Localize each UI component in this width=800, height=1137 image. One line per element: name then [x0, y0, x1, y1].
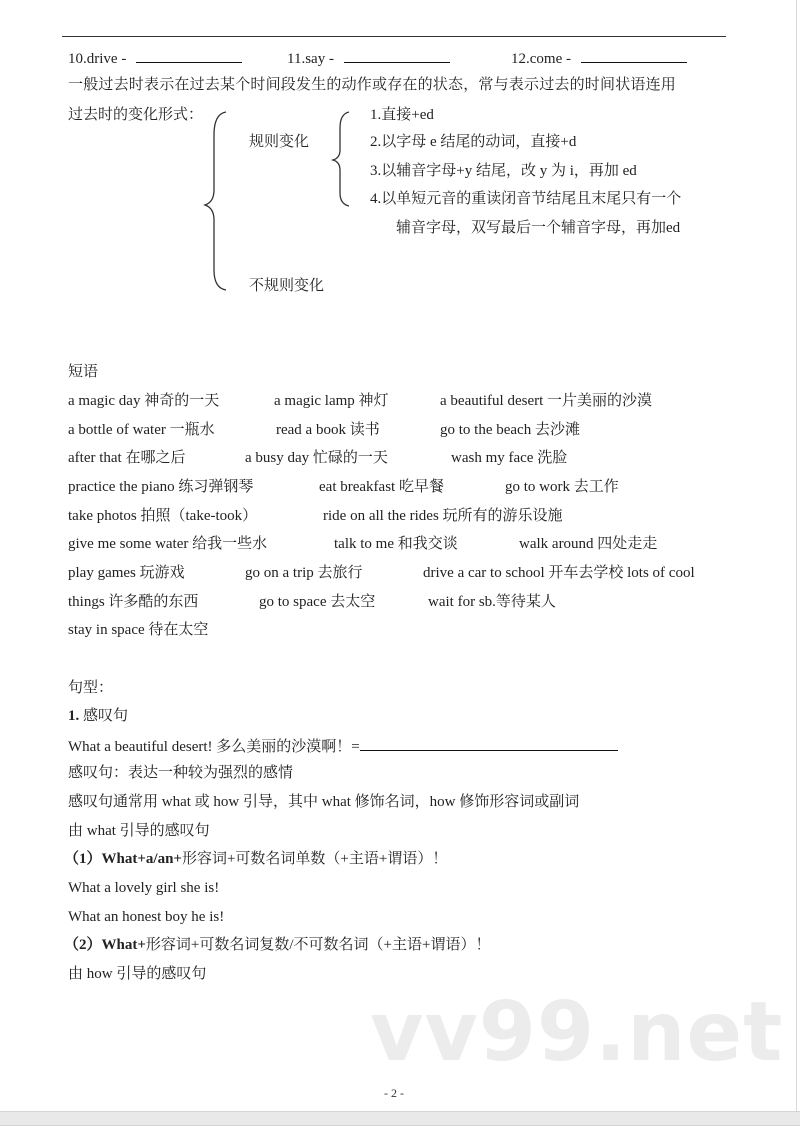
regular-label: 规则变化 — [249, 134, 310, 150]
definition: 感叹句：表达一种较为强烈的感情 — [68, 765, 294, 781]
rule-4-cont: 辅音字母，双写最后一个辅音字母，再加ed — [396, 220, 681, 236]
phrase: practice the piano 练习弹钢琴 — [68, 479, 254, 495]
how-intro: 由 how 引导的感叹句 — [68, 966, 207, 982]
phrase: things 许多酷的东西 — [68, 594, 199, 610]
forms-title: 过去时的变化形式： — [68, 107, 204, 123]
pattern-2: （2）What+形容词+可数名词复数/不可数名词（+主语+谓语）！ — [64, 937, 491, 953]
page-number: - 2 - — [384, 1086, 404, 1100]
phrase: wait for sb.等待某人 — [428, 594, 556, 610]
phrase: eat breakfast 吃早餐 — [319, 479, 444, 495]
phrase: wash my face 洗脸 — [451, 450, 568, 466]
sentences-title: 句型： — [68, 680, 114, 696]
pattern-1: （1）What+a/an+形容词+可数名词单数（+主语+谓语）！ — [64, 851, 448, 867]
phrase: walk around 四处走走 — [519, 536, 658, 552]
rule-2: 2.以字母 e 结尾的动词，直接+d — [370, 134, 577, 150]
small-brace — [333, 112, 349, 206]
big-brace — [205, 112, 226, 290]
answer-blank[interactable] — [360, 736, 618, 751]
section-1-heading: 1. 感叹句 — [68, 708, 129, 724]
phrase: talk to me 和我交谈 — [334, 536, 458, 552]
example-2: What an honest boy he is! — [68, 909, 225, 925]
phrase: go to the beach 去沙滩 — [440, 422, 580, 438]
phrase: stay in space 待在太空 — [68, 622, 209, 638]
exercise-11: 11.say - — [287, 48, 450, 68]
phrase: a beautiful desert 一片美丽的沙漠 — [440, 393, 653, 409]
example-1: What a lovely girl she is! — [68, 880, 220, 896]
intro-text: 一般过去时表示在过去某个时间段发生的动作或存在的状态，常与表示过去的时间状语连用 — [68, 77, 677, 93]
phrase: a magic day 神奇的一天 — [68, 393, 220, 409]
phrase: a bottle of water 一瓶水 — [68, 422, 215, 438]
usage: 感叹句通常用 what 或 how 引导，其中 what 修饰名词，how 修饰形容词或副词 — [68, 794, 580, 810]
example-sentence: What a beautiful desert! 多么美丽的沙漠啊！= — [68, 736, 618, 756]
phrase: ride on all the rides 玩所有的游乐设施 — [323, 508, 563, 524]
rule-1: 1.直接+ed — [370, 107, 434, 123]
rule-3: 3.以辅音字母+y 结尾，改 y 为 i，再加 ed — [370, 163, 637, 179]
phrase: read a book 读书 — [276, 422, 380, 438]
phrases-title: 短语 — [68, 364, 99, 380]
phrase: a busy day 忙碌的一天 — [245, 450, 388, 466]
phrase: drive a car to school 开车去学校 lots of cool — [423, 565, 695, 581]
exercise-12: 12.come - — [511, 48, 687, 68]
phrase: go to work 去工作 — [505, 479, 619, 495]
irregular-label: 不规则变化 — [249, 278, 325, 294]
watermark: vv99.net — [370, 985, 784, 1080]
page-gap — [0, 1111, 800, 1126]
phrase: go on a trip 去旅行 — [245, 565, 363, 581]
phrase: take photos 拍照（take-took） — [68, 508, 258, 524]
phrase: a magic lamp 神灯 — [274, 393, 389, 409]
what-intro: 由 what 引导的感叹句 — [68, 823, 210, 839]
exercise-10: 10.drive - — [68, 48, 242, 68]
phrase: play games 玩游戏 — [68, 565, 185, 581]
phrase: give me some water 给我一些水 — [68, 536, 268, 552]
phrase: go to space 去太空 — [259, 594, 376, 610]
braces — [0, 0, 800, 400]
rule-4: 4.以单短元音的重读闭音节结尾且末尾只有一个 — [370, 191, 682, 207]
phrase: after that 在哪之后 — [68, 450, 186, 466]
